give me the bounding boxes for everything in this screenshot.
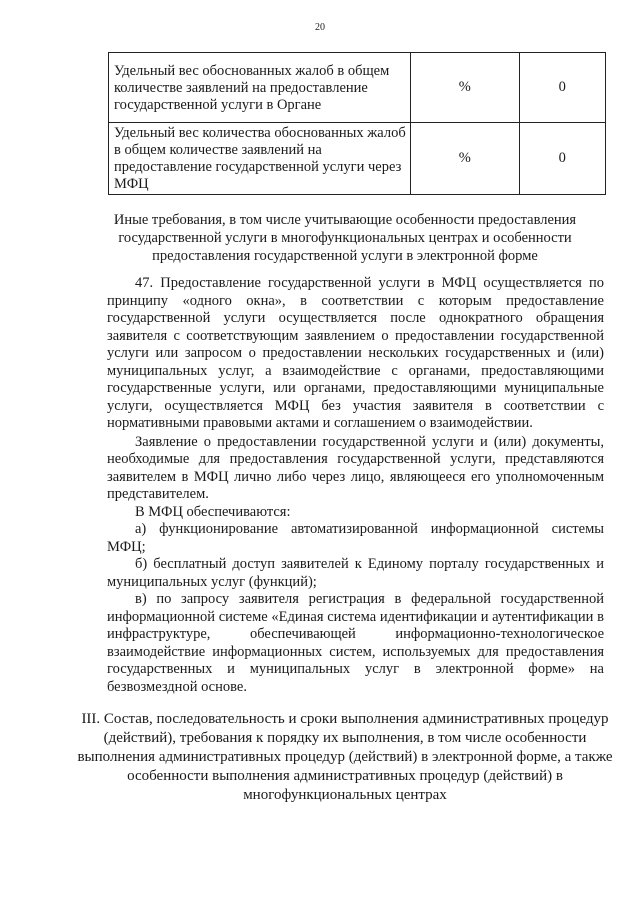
paragraph: Заявление о предоставлении государственной услуги и (или) документы, необходимые для предоставления государственной услуги, представляются заявителем в МФЦ лично либо через лицо, являющееся его уполномоченным представителем. <box>107 433 604 502</box>
list-item: а) функционирование автоматизированной информационной системы МФЦ; <box>107 521 604 555</box>
list-item: в) по запросу заявителя регистрация в федеральной государственной информационной системе «Единая система идентификации и аутентификации в инфраструктуре, обеспечивающей информационно-технологическое взаимодействие информационных систем, используемых для предоставления государственных и муниципальных услуг в электронной форме» на безвозмездной основе. <box>107 591 604 695</box>
indicator-name: Удельный вес количества обоснованных жалоб в общем количестве заявлений на предоставление государственной услуги через МФЦ <box>109 123 411 195</box>
indicator-value: 0 <box>519 123 605 195</box>
table-row <box>109 123 606 195</box>
body-text <box>107 275 604 696</box>
indicator-unit: % <box>411 123 520 195</box>
indicator-name: Удельный вес обоснованных жалоб в общем количестве заявлений на предоставление государственной услуги в Органе <box>109 53 411 123</box>
paragraph: В МФЦ обеспечиваются: <box>135 503 291 520</box>
indicator-unit: % <box>411 53 520 123</box>
section-heading: Иные требования, в том числе учитывающие особенности предоставления государственной услуги в многофункциональных центрах и особенности предоставления государственной услуги в электронной форме <box>113 212 577 264</box>
table-row <box>109 53 606 123</box>
indicators-table <box>108 52 606 195</box>
list-item: б) бесплатный доступ заявителей к Единому порталу государственных и муниципальных услуг (функций); <box>107 556 604 590</box>
page-number: 20 <box>315 22 325 33</box>
indicator-value: 0 <box>519 53 605 123</box>
chapter-heading: III. Состав, последовательность и сроки выполнения административных процедур (действий), требования к порядку их выполнения, в том числе особенности выполнения административных процедур (действий) в электронной форме, а также особенности выполнения административных процедур (действий) в многофункциональных центрах <box>77 711 613 803</box>
paragraph: 47. Предоставление государственной услуги в МФЦ осуществляется по принципу «одного окна», в соответствии с которым предоставление государственной услуги осуществляется после однократного обращения заявителя с соответствующим заявлением о предоставлении государственной услуги или запросом о предоставлении нескольких государственных и (или) муниципальных услуг, а взаимодействие с органами, предоставляющими государственные услуги, или органами, предоставляющими муниципальные услуги, осуществляется МФЦ без участия заявителя в соответствии с нормативными правовыми актами и соглашением о взаимодействии. <box>107 275 604 431</box>
